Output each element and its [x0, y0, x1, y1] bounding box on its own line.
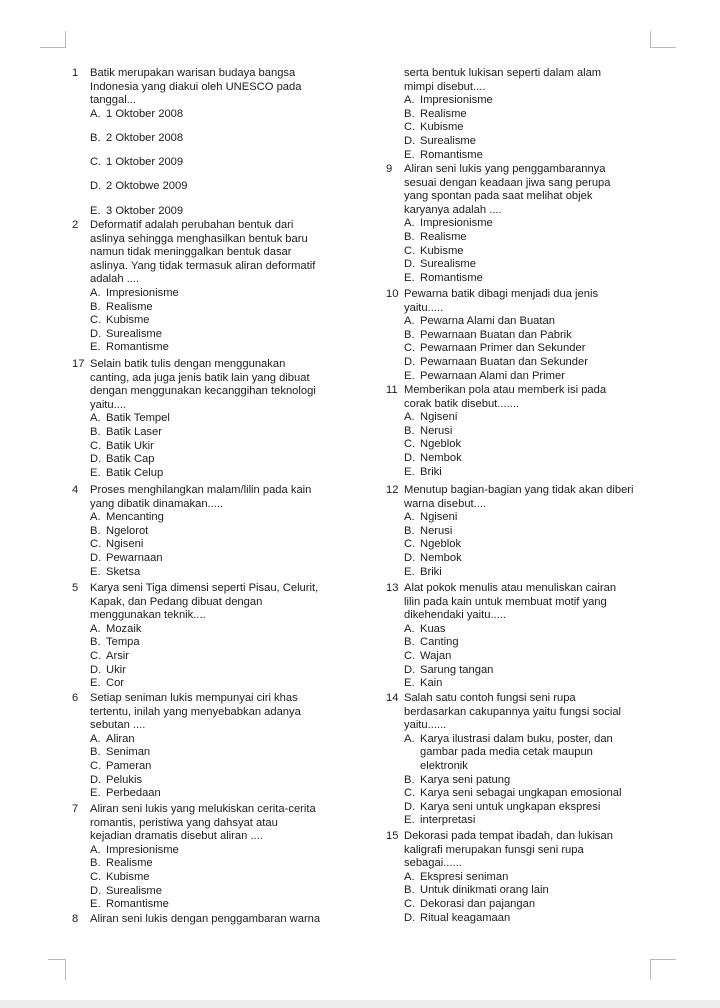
option-letter: E. — [90, 466, 101, 479]
option-letter: D. — [404, 551, 416, 564]
option-text: Nembok — [420, 551, 462, 564]
option-text: Surealisme — [420, 258, 476, 271]
answer-option[interactable] — [90, 132, 408, 146]
answer-option[interactable] — [90, 453, 408, 467]
question-10 — [386, 288, 712, 383]
question-text: Menutup bagian-bagian yang tidak akan diberi warna disebut.... — [404, 484, 634, 510]
answer-option[interactable] — [404, 774, 712, 788]
option-letter: E. — [404, 148, 415, 161]
question-number: 17 — [72, 358, 85, 370]
option-text: Ngeblok — [420, 438, 462, 451]
option-text: 2 Oktober 2008 — [106, 131, 184, 144]
option-letter: E. — [404, 814, 415, 827]
option-letter: C. — [90, 870, 102, 883]
page-edge — [0, 1000, 720, 1008]
option-letter: B. — [404, 230, 415, 243]
option-list — [90, 844, 408, 912]
option-letter: E. — [90, 565, 101, 578]
question-text: Selain batik tulis dengan menggunakan canting, ada juga jenis batik lain yang dibuat dengan menggunakan kecanggihan teknologi yaitu.... — [90, 358, 316, 411]
option-text: Briki — [420, 565, 442, 578]
answer-option[interactable] — [90, 623, 408, 637]
option-letter: D. — [404, 134, 416, 147]
answer-option[interactable] — [404, 677, 712, 691]
answer-option[interactable] — [90, 467, 408, 481]
option-text: Cor — [106, 677, 125, 690]
option-letter: A. — [90, 843, 101, 856]
option-text: Ngeblok — [420, 538, 462, 551]
option-text: Batik Ukir — [106, 439, 154, 452]
option-text: interpretasi — [420, 814, 476, 827]
option-letter: D. — [90, 453, 102, 466]
option-letter: D. — [404, 451, 416, 464]
option-text: Kuas — [420, 622, 446, 635]
option-list — [90, 733, 408, 801]
answer-option[interactable] — [90, 412, 408, 426]
question-text: Proses menghilangkan malam/lilin pada kain yang dibatik dinamakan..... — [90, 484, 312, 510]
option-letter: B. — [404, 884, 415, 897]
option-letter: C. — [90, 649, 102, 662]
answer-option[interactable] — [90, 774, 408, 788]
answer-option[interactable] — [90, 746, 408, 760]
answer-option[interactable] — [404, 370, 712, 384]
option-letter: B. — [90, 857, 101, 870]
option-letter: E. — [90, 341, 101, 354]
crop-mark-bottom-left — [48, 959, 66, 980]
question-text: Aliran seni lukis yang melukiskan cerita-cerita romantis, peristiwa yang dahsyat atau kejadian dramatis disebut aliran .... — [90, 803, 316, 843]
answer-option[interactable] — [404, 149, 712, 163]
option-text: Kubisme — [106, 314, 150, 327]
option-letter: A. — [90, 511, 101, 524]
option-letter: E. — [90, 677, 101, 690]
answer-option[interactable] — [404, 525, 712, 539]
option-text: Seniman — [106, 746, 151, 759]
option-text: Romantisme — [106, 898, 169, 911]
answer-option[interactable] — [90, 426, 408, 440]
answer-option[interactable] — [404, 94, 712, 108]
crop-mark-bottom-right — [650, 959, 676, 980]
option-text: Realisme — [420, 107, 467, 120]
option-text: Pewarnaan Buatan dan Sekunder — [420, 355, 588, 368]
option-letter: E. — [404, 369, 415, 382]
option-letter: A. — [404, 732, 415, 745]
option-letter: A. — [404, 870, 415, 883]
option-text: Sarung tangan — [420, 663, 494, 676]
answer-option[interactable] — [404, 733, 712, 774]
answer-option[interactable] — [404, 566, 712, 580]
answer-option[interactable] — [404, 452, 712, 466]
answer-option[interactable] — [90, 525, 408, 539]
option-list — [404, 623, 712, 691]
option-text: Romantisme — [420, 271, 483, 284]
option-letter: A. — [404, 217, 415, 230]
option-letter: A. — [90, 622, 101, 635]
question-number: 2 — [72, 219, 79, 231]
option-text: Pewarna Alami dan Buatan — [420, 315, 555, 328]
option-letter: B. — [90, 636, 101, 649]
option-text: Ngiseni — [420, 511, 458, 524]
option-letter: D. — [404, 258, 416, 271]
option-text: Briki — [420, 465, 442, 478]
option-letter: E. — [404, 271, 415, 284]
option-letter: C. — [404, 244, 416, 257]
option-letter: D. — [90, 773, 102, 786]
option-text: Pelukis — [106, 773, 143, 786]
option-text: Kubisme — [420, 244, 464, 257]
option-text: 1 Oktober 2009 — [106, 156, 184, 169]
answer-option[interactable] — [90, 760, 408, 774]
answer-option[interactable] — [404, 552, 712, 566]
answer-option[interactable] — [90, 871, 408, 885]
option-letter: D. — [90, 180, 102, 193]
option-list — [90, 623, 408, 691]
option-letter: A. — [90, 107, 101, 120]
question-text: Deformatif adalah perubahan bentuk dari aslinya sehingga menghasilkan bentuk baru namun tidak meninggalkan bentuk dasar aslinya. Yang tidak termasuk aliran deformatif adalah .... — [90, 219, 316, 286]
answer-option[interactable] — [404, 315, 712, 329]
option-letter: D. — [404, 663, 416, 676]
option-letter: C. — [404, 649, 416, 662]
option-text: Nerusi — [420, 424, 453, 437]
option-text: Karya ilustrasi dalam buku, poster, dan gambar pada media cetak maupun elektronik — [420, 732, 613, 772]
answer-option[interactable] — [90, 787, 408, 801]
option-text: Ekspresi seniman — [420, 870, 509, 883]
answer-option[interactable] — [90, 664, 408, 678]
question-number: 7 — [72, 803, 79, 815]
question-text: Setiap seniman lukis mempunyai ciri khas tertentu, inilah yang menyebabkan adanya sebutan .... — [90, 692, 301, 732]
option-text: Sketsa — [106, 565, 141, 578]
answer-option[interactable] — [404, 511, 712, 525]
question-17 — [72, 358, 408, 480]
option-text: Dekorasi dan pajangan — [420, 897, 536, 910]
option-text: Realisme — [106, 857, 153, 870]
option-letter: D. — [90, 327, 102, 340]
option-letter: B. — [404, 328, 415, 341]
option-text: Batik Laser — [106, 425, 162, 438]
question-5 — [72, 582, 408, 691]
crop-mark-top-left — [40, 31, 66, 48]
option-letter: A. — [404, 511, 415, 524]
question-text: Alat pokok menulis atau menuliskan cairan lilin pada kain untuk membuat motif yang dikehendaki yaitu..... — [404, 582, 617, 622]
question-12 — [386, 484, 712, 579]
question-text: Dekorasi pada tempat ibadah, dan lukisan kaligrafi merupakan funsgi seni rupa sebagai...... — [404, 830, 613, 870]
option-text: Ngelorot — [106, 524, 149, 537]
question-number: 15 — [386, 830, 399, 842]
question-8 — [72, 913, 408, 927]
question-text: Aliran seni lukis yang penggambarannya sesuai dengan keadaan jiwa sang perupa yang spontan pada saat melihat objek karyanya adalah .... — [404, 163, 611, 216]
question-number: 12 — [386, 484, 399, 496]
answer-option[interactable] — [90, 314, 408, 328]
option-letter: B. — [404, 107, 415, 120]
question-text: serta bentuk lukisan seperti dalam alam mimpi disebut.... — [404, 67, 602, 93]
answer-option[interactable] — [404, 258, 712, 272]
option-letter: E. — [90, 787, 101, 800]
answer-option[interactable] — [90, 885, 408, 899]
option-text: Kain — [420, 677, 443, 690]
option-letter: B. — [90, 300, 101, 313]
answer-option[interactable] — [404, 438, 712, 452]
option-text: Ngiseni — [420, 411, 458, 424]
option-text: Impresionisme — [420, 94, 493, 107]
option-letter: C. — [90, 538, 102, 551]
answer-option[interactable] — [404, 425, 712, 439]
answer-option[interactable] — [90, 301, 408, 315]
option-letter: C. — [90, 156, 102, 169]
option-letter: D. — [90, 663, 102, 676]
option-letter: B. — [90, 131, 101, 144]
answer-option[interactable] — [90, 440, 408, 454]
answer-option[interactable] — [404, 650, 712, 664]
option-letter: D. — [404, 911, 416, 924]
option-letter: C. — [404, 121, 416, 134]
option-letter: C. — [90, 439, 102, 452]
answer-option[interactable] — [404, 623, 712, 637]
option-letter: A. — [404, 622, 415, 635]
answer-option[interactable] — [404, 121, 712, 135]
answer-option[interactable] — [90, 677, 408, 691]
answer-option[interactable] — [90, 650, 408, 664]
option-letter: A. — [404, 315, 415, 328]
option-letter: D. — [90, 884, 102, 897]
option-letter: B. — [404, 424, 415, 437]
option-text: Batik Celup — [106, 466, 164, 479]
option-text: Pewarnaan Alami dan Primer — [420, 369, 565, 382]
answer-option[interactable] — [404, 884, 712, 898]
answer-option[interactable] — [404, 787, 712, 801]
question-4 — [72, 484, 408, 579]
answer-option[interactable] — [404, 329, 712, 343]
option-letter: A. — [90, 412, 101, 425]
option-text: Romantisme — [420, 148, 483, 161]
option-list — [404, 511, 712, 579]
answer-option[interactable] — [90, 552, 408, 566]
question-text: Salah satu contoh fungsi seni rupa berdasarkan cakupannya yaitu fungsi social yaitu...... — [404, 692, 622, 732]
question-15 — [386, 830, 712, 925]
option-text: Batik Tempel — [106, 412, 170, 425]
question-7 — [72, 803, 408, 912]
option-text: Tempa — [106, 636, 140, 649]
option-list — [404, 733, 712, 828]
answer-option[interactable] — [404, 231, 712, 245]
answer-option[interactable] — [90, 898, 408, 912]
question-continued — [386, 67, 712, 162]
question-number: 4 — [72, 484, 79, 496]
option-letter: E. — [404, 677, 415, 690]
option-letter: E. — [90, 898, 101, 911]
option-text: 2 Oktobwe 2009 — [106, 180, 188, 193]
option-list — [404, 411, 712, 479]
question-number: 9 — [386, 163, 393, 175]
option-letter: C. — [90, 759, 102, 772]
option-text: Surealisme — [106, 884, 162, 897]
option-text: Batik Cap — [106, 453, 155, 466]
option-text: 3 Oktober 2009 — [106, 204, 184, 217]
question-text: Aliran seni lukis dengan penggambaran warna — [90, 913, 321, 925]
option-text: Ritual keagamaan — [420, 911, 511, 924]
option-list — [90, 287, 408, 355]
option-letter: C. — [404, 787, 416, 800]
answer-option[interactable] — [404, 466, 712, 480]
option-list — [404, 94, 712, 162]
option-letter: A. — [404, 411, 415, 424]
question-14 — [386, 692, 712, 828]
question-number: 14 — [386, 692, 399, 704]
option-text: Impresionisme — [106, 286, 179, 299]
option-text: Pewarnaan — [106, 551, 163, 564]
option-text: Impresionisme — [420, 217, 493, 230]
answer-option[interactable] — [90, 566, 408, 580]
answer-option[interactable] — [404, 664, 712, 678]
answer-option[interactable] — [404, 135, 712, 149]
option-text: Nerusi — [420, 524, 453, 537]
option-text: Pewarnaan Primer dan Sekunder — [420, 342, 586, 355]
option-letter: E. — [404, 465, 415, 478]
answer-option[interactable] — [404, 636, 712, 650]
answer-option[interactable] — [90, 205, 408, 219]
option-letter: D. — [404, 355, 416, 368]
question-text: Memberikan pola atau memberk isi pada corak batik disebut....... — [404, 384, 607, 410]
question-number: 5 — [72, 582, 79, 594]
question-2 — [72, 219, 408, 355]
option-letter: B. — [404, 773, 415, 786]
option-text: Pewarnaan Buatan dan Pabrik — [420, 328, 572, 341]
option-list — [404, 871, 712, 925]
option-letter: E. — [90, 204, 101, 217]
option-letter: B. — [90, 425, 101, 438]
crop-mark-top-right — [650, 31, 676, 48]
option-text: Kubisme — [420, 121, 464, 134]
option-letter: D. — [404, 800, 416, 813]
question-13 — [386, 582, 712, 691]
option-letter: B. — [404, 636, 415, 649]
option-text: Mozaik — [106, 622, 142, 635]
question-text: Pewarna batik dibagi menjadi dua jenis yaitu..... — [404, 288, 599, 314]
answer-option[interactable] — [404, 871, 712, 885]
option-text: Karya seni untuk ungkapan ekspresi — [420, 800, 601, 813]
option-list — [90, 412, 408, 480]
question-text: Karya seni Tiga dimensi seperti Pisau, Celurit, Kapak, dan Pedang dibuat dengan menggunakan teknik.... — [90, 582, 319, 622]
option-text: Untuk dinikmati orang lain — [420, 884, 549, 897]
option-list — [90, 108, 408, 218]
option-text: Canting — [420, 636, 459, 649]
option-text: Realisme — [420, 230, 467, 243]
answer-option[interactable] — [90, 328, 408, 342]
option-letter: C. — [404, 538, 416, 551]
option-letter: B. — [90, 524, 101, 537]
option-text: Surealisme — [420, 134, 476, 147]
answer-option[interactable] — [90, 857, 408, 871]
answer-option[interactable] — [90, 287, 408, 301]
option-text: Karya seni patung — [420, 773, 511, 786]
question-1 — [72, 67, 408, 218]
option-letter: E. — [404, 565, 415, 578]
option-list — [404, 217, 712, 285]
answer-option[interactable] — [90, 156, 408, 170]
option-text: Wajan — [420, 649, 452, 662]
option-letter: C. — [404, 342, 416, 355]
answer-option[interactable] — [404, 814, 712, 828]
answer-option[interactable] — [404, 356, 712, 370]
question-6 — [72, 692, 408, 801]
option-text: Nembok — [420, 451, 462, 464]
answer-option[interactable] — [404, 342, 712, 356]
answer-option[interactable] — [90, 108, 408, 122]
option-text: Mencanting — [106, 511, 164, 524]
answer-option[interactable] — [404, 245, 712, 259]
option-text: Arsir — [106, 649, 129, 662]
option-text: Aliran — [106, 732, 135, 745]
option-letter: C. — [404, 438, 416, 451]
question-number: 6 — [72, 692, 79, 704]
option-text: Ngiseni — [106, 538, 144, 551]
option-letter: C. — [404, 897, 416, 910]
option-text: Perbedaan — [106, 787, 161, 800]
option-letter: C. — [90, 314, 102, 327]
question-number: 8 — [72, 913, 79, 925]
option-letter: B. — [90, 746, 101, 759]
answer-option[interactable] — [404, 217, 712, 231]
option-letter: A. — [90, 732, 101, 745]
question-text: Batik merupakan warisan budaya bangsa Indonesia yang diakui oleh UNESCO pada tanggal... — [90, 67, 302, 107]
answer-option[interactable] — [90, 844, 408, 858]
answer-option[interactable] — [404, 801, 712, 815]
option-text: Realisme — [106, 300, 153, 313]
option-list — [404, 315, 712, 383]
option-list — [90, 511, 408, 579]
answer-option[interactable] — [90, 636, 408, 650]
option-text: Pameran — [106, 759, 152, 772]
answer-option[interactable] — [90, 733, 408, 747]
answer-option[interactable] — [404, 108, 712, 122]
question-number: 10 — [386, 288, 399, 300]
option-text: 1 Oktober 2008 — [106, 107, 184, 120]
answer-option[interactable] — [90, 538, 408, 552]
option-text: Karya seni sebagai ungkapan emosional — [420, 787, 622, 800]
question-number: 1 — [72, 67, 79, 79]
option-text: Kubisme — [106, 870, 150, 883]
answer-option[interactable] — [404, 272, 712, 286]
question-9 — [386, 163, 712, 285]
option-letter: A. — [404, 94, 415, 107]
answer-option[interactable] — [90, 511, 408, 525]
answer-option[interactable] — [90, 341, 408, 355]
question-number: 11 — [386, 384, 398, 396]
option-text: Ukir — [106, 663, 126, 676]
option-text: Surealisme — [106, 327, 162, 340]
option-letter: D. — [90, 551, 102, 564]
option-text: Impresionisme — [106, 843, 179, 856]
option-letter: B. — [404, 524, 415, 537]
answer-option[interactable] — [404, 898, 712, 912]
answer-option[interactable] — [90, 180, 408, 194]
question-11 — [386, 384, 712, 479]
answer-option[interactable] — [404, 411, 712, 425]
question-number: 13 — [386, 582, 399, 594]
option-letter: A. — [90, 286, 101, 299]
option-text: Romantisme — [106, 341, 169, 354]
answer-option[interactable] — [404, 912, 712, 926]
answer-option[interactable] — [404, 538, 712, 552]
